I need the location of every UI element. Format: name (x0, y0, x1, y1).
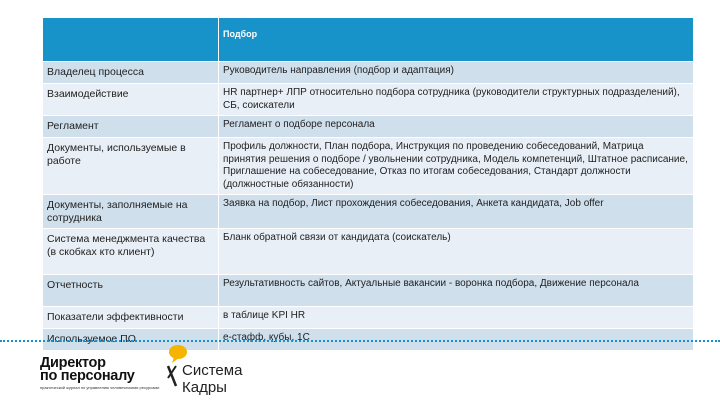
table-header-row (43, 18, 694, 62)
dotted-divider (0, 340, 720, 342)
row-value: Бланк обратной связи от кандидата (соискатель) (219, 229, 694, 275)
row-value: в таблице KPI HR (219, 307, 694, 329)
row-label: Документы, используемые в работе (43, 138, 219, 195)
table-row (43, 195, 694, 229)
row-label: Владелец процесса (43, 62, 219, 84)
row-label: Документы, заполняемые на сотрудника (43, 195, 219, 229)
row-label: Регламент (43, 116, 219, 138)
row-label: Взаимодействие (43, 84, 219, 116)
sistema-logo-line1: Система (182, 362, 243, 379)
director-logo-tagline: практический журнал по управлению человеческими ресурсами (40, 385, 160, 390)
row-label: Используемое ПО (43, 329, 219, 351)
director-logo-line2: по персоналу (40, 368, 135, 384)
director-logo (40, 357, 160, 390)
director-logo-line1: Директор (40, 355, 106, 371)
header-empty-cell (43, 18, 219, 62)
row-label: Система менеджмента качества (в скобках кто клиент) (43, 229, 219, 275)
table-row (43, 138, 694, 195)
row-value: е-стафф, кубы, 1С (219, 329, 694, 351)
table-header-title: Подбор (219, 18, 694, 62)
row-value: Регламент о подборе персонала (219, 116, 694, 138)
sistema-kadry-logo (162, 342, 252, 398)
table-row (43, 62, 694, 84)
process-table (42, 17, 694, 351)
table-row (43, 307, 694, 329)
table-row (43, 116, 694, 138)
row-value: HR партнер+ ЛПР относительно подбора сотрудника (руководители структурных подразделений), СБ, соискатели (219, 84, 694, 116)
row-value: Руководитель направления (подбор и адаптация) (219, 62, 694, 84)
table-row (43, 275, 694, 307)
row-label: Показатели эффективности (43, 307, 219, 329)
row-value: Результативность сайтов, Актуальные вакансии - воронка подбора, Движение персонала (219, 275, 694, 307)
row-label: Отчетность (43, 275, 219, 307)
table-row (43, 229, 694, 275)
sistema-logo-text (182, 362, 242, 396)
row-value: Заявка на подбор, Лист прохождения собеседования, Анкета кандидата, Job offer (219, 195, 694, 229)
table-row (43, 84, 694, 116)
row-value: Профиль должности, План подбора, Инструкция по проведению собеседований, Матрица принятия решения о подборе / увольнении сотрудника, Модель компетенций, Штатное расписание, Приглашение на собеседование, Отказ по итогам собеседования, Стандарт должности (должностные обязанности) (219, 138, 694, 195)
sistema-logo-line2: Кадры (182, 379, 227, 396)
